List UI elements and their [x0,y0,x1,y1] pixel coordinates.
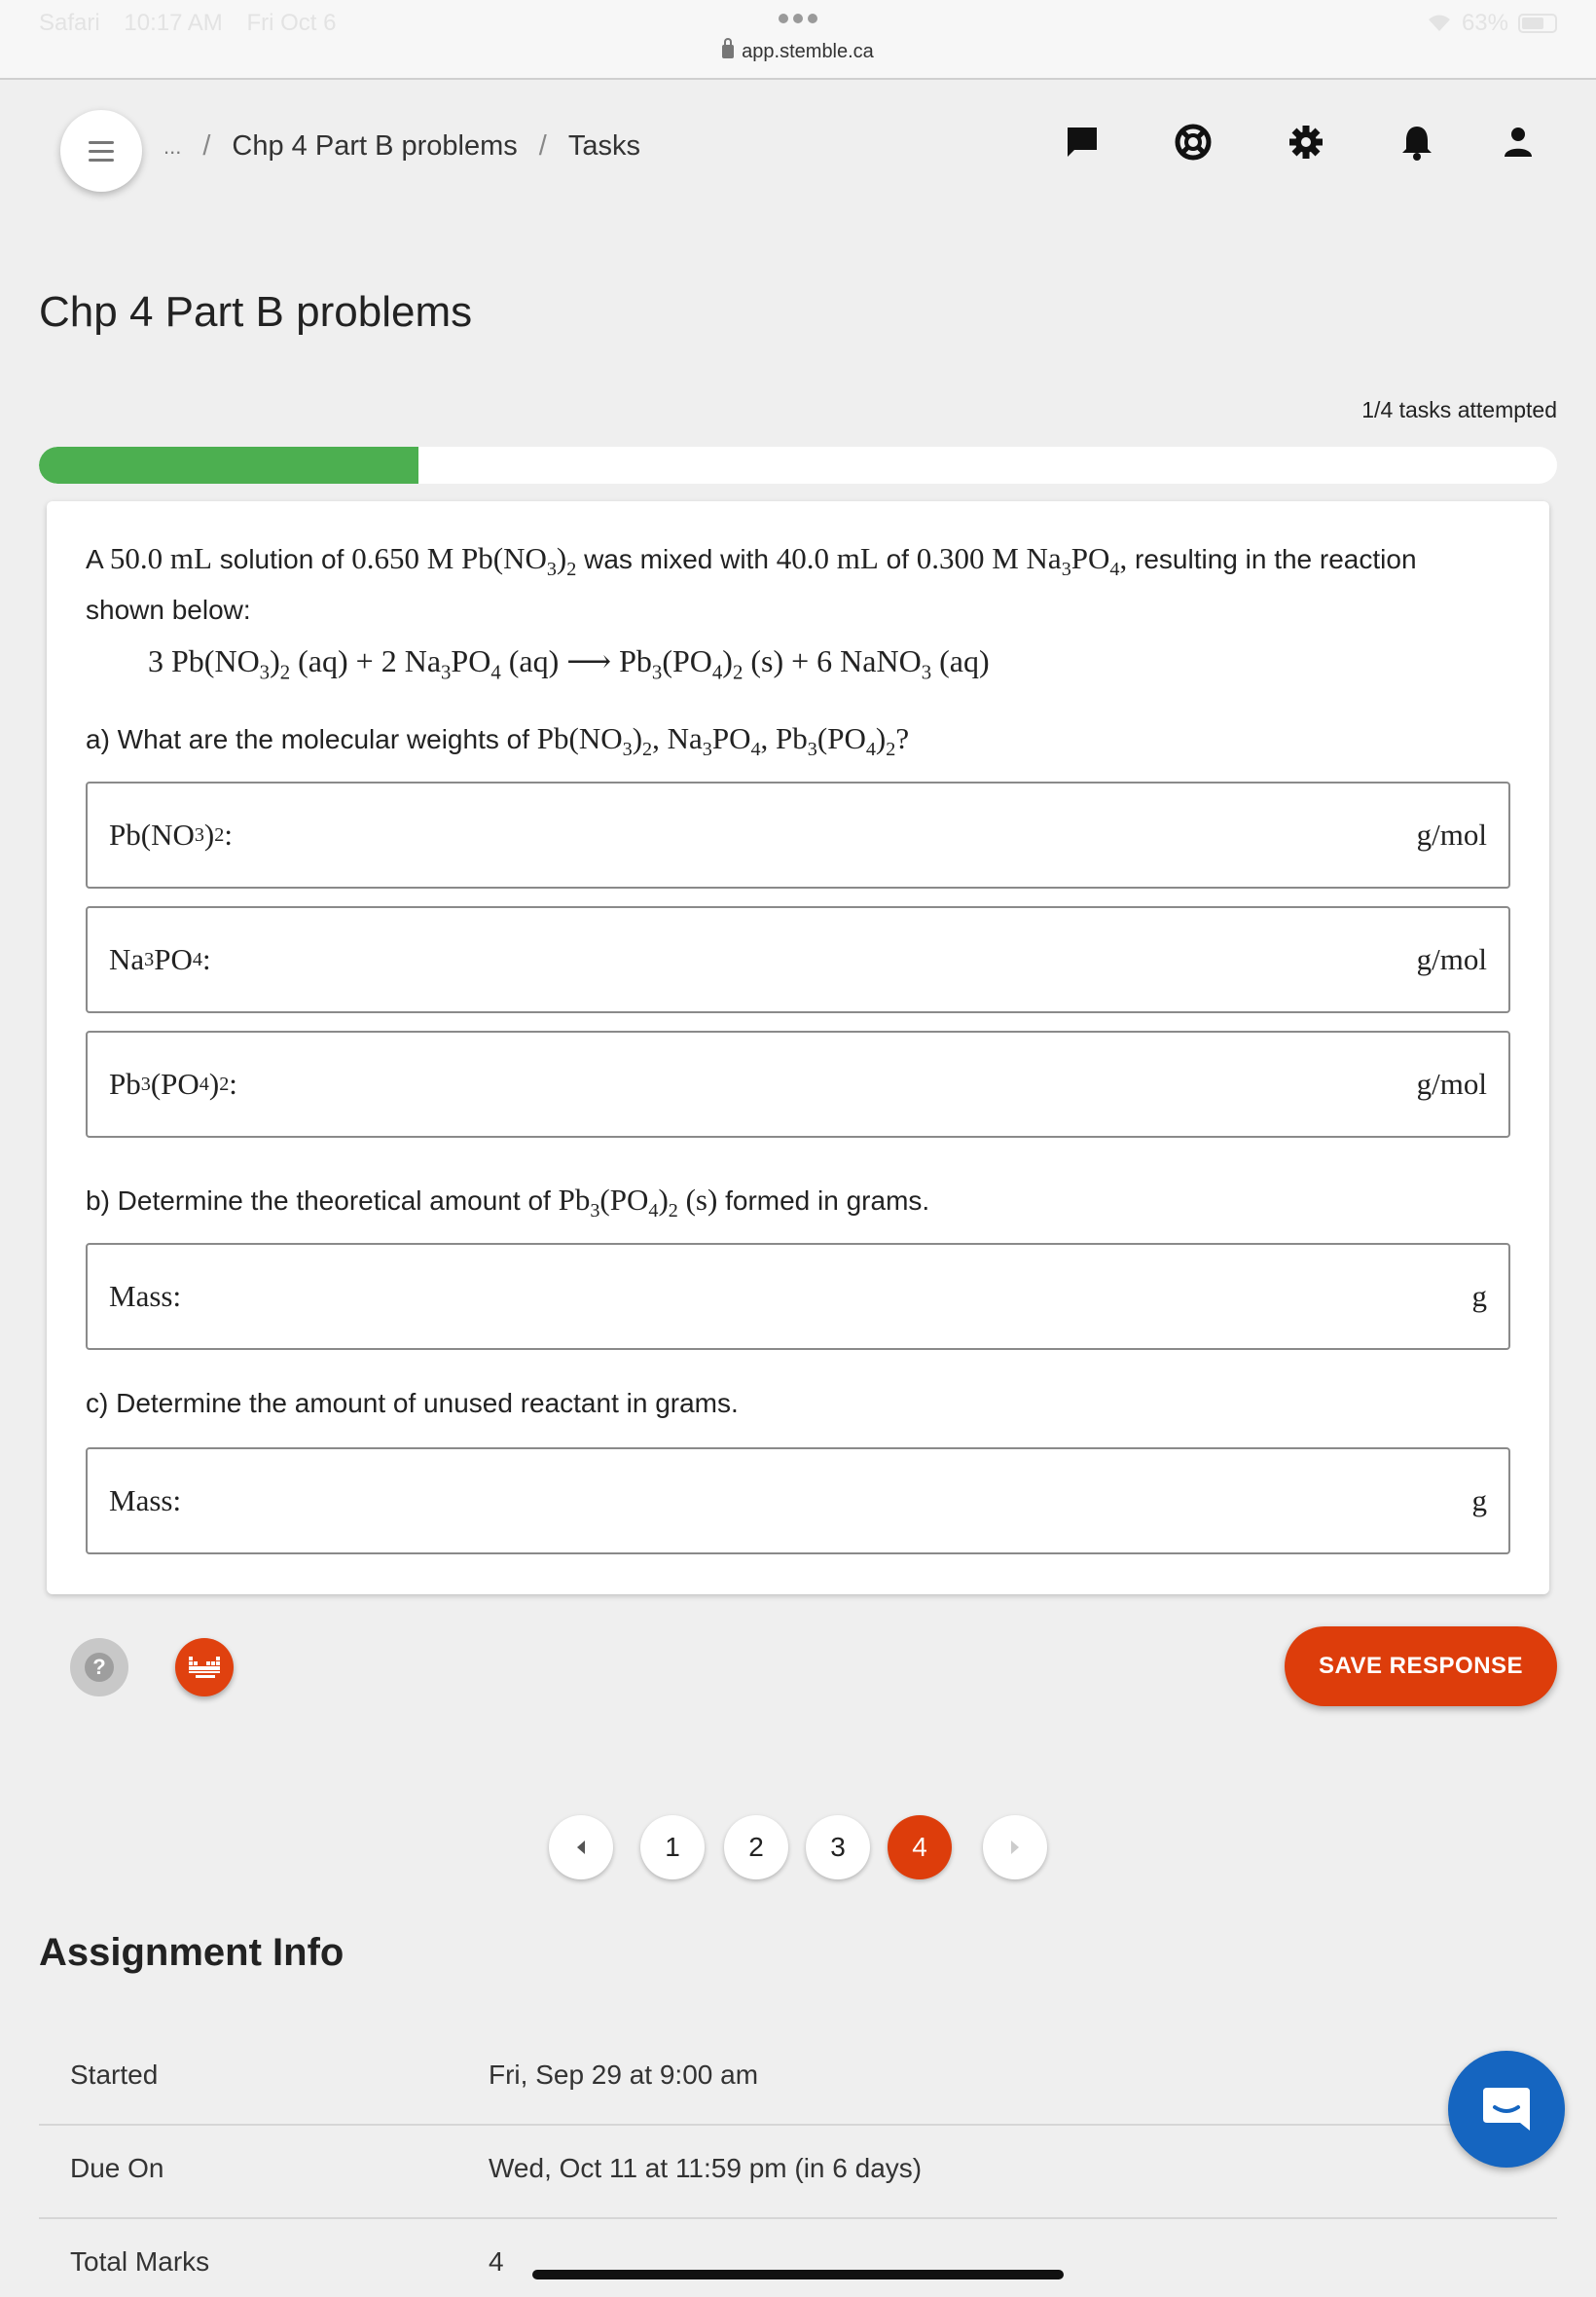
chat-icon[interactable] [1061,123,1104,162]
part-b-prompt: b) Determine the theoretical amount of $Pb_3(PO_4)_2$ (s) formed in grams. [86,1183,930,1222]
field-label: Mass: [109,1483,182,1517]
menu-button[interactable] [60,110,142,192]
nav-icons [1061,123,1547,162]
page-4-button[interactable]: 4 [888,1815,952,1879]
page-2-button[interactable]: 2 [724,1815,788,1879]
help-lifebuoy-icon[interactable] [1172,123,1215,162]
info-row-total-marks [39,2219,1557,2297]
question-icon: ? [85,1653,114,1682]
info-row-started [39,2032,1557,2126]
url-text: app.stemble.ca [742,41,874,62]
progress-bar [39,447,1557,484]
breadcrumb [163,130,640,163]
progress-fill [39,447,418,484]
breadcrumb-separator: / [202,130,211,162]
part-a-prompt: a) What are the molecular weights of $Pb(NO_3)_2$, $Na_3PO_4$, $Pb_3(PO_4)_2$? [86,721,910,761]
chevron-right-icon [1009,1840,1021,1855]
question-card [47,501,1549,1594]
question-intro: A 50.0 mL solution of 0.650 M $Pb(NO_3)_2$ was mixed with 40.0 mL of 0.300 M $Na_3PO_4$, resulting in the reaction shown below: [86,541,1417,626]
field-unit: g/mol [1416,942,1487,976]
field-unit: g/mol [1416,1067,1487,1101]
status-time: 10:17 AM [124,10,223,36]
field-label: Pb 3 (PO 4 ) 2 : [109,1067,237,1101]
part-c-prompt: c) Determine the amount of unused reactant in grams. [86,1388,739,1418]
field-unit: g/mol [1416,818,1487,852]
lock-icon [722,45,734,58]
page-title: Chp 4 Part B problems [39,288,473,336]
bell-icon[interactable] [1396,123,1438,162]
status-right [1427,10,1557,37]
answer-field-pb3-po4-2[interactable] [86,1031,1510,1138]
gear-icon[interactable] [1285,123,1327,162]
progress-label: 1/4 tasks attempted [1361,397,1557,422]
info-value: Fri, Sep 29 at 9:00 am [489,2060,759,2090]
breadcrumb-assignment[interactable]: Chp 4 Part B problems [232,130,518,162]
field-label: Na 3 PO 4 : [109,942,211,976]
info-value: 4 [489,2246,504,2277]
reaction-equation: 3 $Pb(NO_3)_2$ (aq) + 2 $Na_3PO_4$ (aq) ⟶ $Pb_3(PO_4)_2$ (s) + 6 NaNO$_3$ (aq) [148,643,990,684]
chevron-left-icon [575,1840,587,1855]
info-row-due [39,2126,1557,2219]
field-unit: g [1471,1483,1487,1517]
field-label: Pb(NO 3 ) 2 : [109,818,233,852]
user-icon[interactable] [1497,123,1540,162]
periodic-table-button[interactable] [175,1638,234,1696]
chat-bubble-icon [1479,2082,1534,2136]
help-button[interactable] [70,1638,128,1696]
page-3-button[interactable]: 3 [806,1815,870,1879]
status-left [39,10,353,37]
breadcrumb-ellipsis[interactable]: ... [163,133,182,159]
answer-field-na3po4[interactable] [86,906,1510,1013]
status-bar [0,0,1596,80]
status-date: Fri Oct 6 [246,10,337,36]
wifi-icon [1427,14,1452,33]
tab-dots[interactable] [779,14,817,23]
home-indicator [532,2270,1064,2279]
field-label: Mass: [109,1279,182,1313]
answer-field-mass-b[interactable] [86,1243,1510,1350]
answer-input[interactable] [88,784,1508,887]
answer-input[interactable] [88,1449,1508,1552]
info-key: Total Marks [70,2246,210,2277]
assignment-info-title: Assignment Info [39,1931,345,1974]
breadcrumb-separator: / [538,130,547,162]
back-to-app[interactable]: Safari [39,10,100,36]
answer-field-pb-no3-2[interactable] [86,782,1510,889]
answer-input[interactable] [88,1245,1508,1348]
next-page-button[interactable] [983,1815,1047,1879]
info-value: Wed, Oct 11 at 11:59 pm (in 6 days) [489,2153,923,2183]
breadcrumb-tasks[interactable]: Tasks [567,130,640,162]
page-1-button[interactable]: 1 [640,1815,705,1879]
battery-percent: 63% [1461,10,1508,36]
address-bar[interactable] [0,41,1596,63]
save-response-button[interactable]: SAVE RESPONSE [1285,1626,1557,1706]
periodic-table-icon [188,1656,221,1679]
answer-field-mass-c[interactable] [86,1447,1510,1554]
battery-icon [1518,14,1557,33]
prev-page-button[interactable] [549,1815,613,1879]
answer-input[interactable] [88,1033,1508,1136]
info-key: Started [70,2060,159,2090]
info-key: Due On [70,2153,164,2183]
field-unit: g [1471,1279,1487,1313]
support-chat-button[interactable] [1448,2051,1565,2168]
answer-input[interactable] [88,908,1508,1011]
